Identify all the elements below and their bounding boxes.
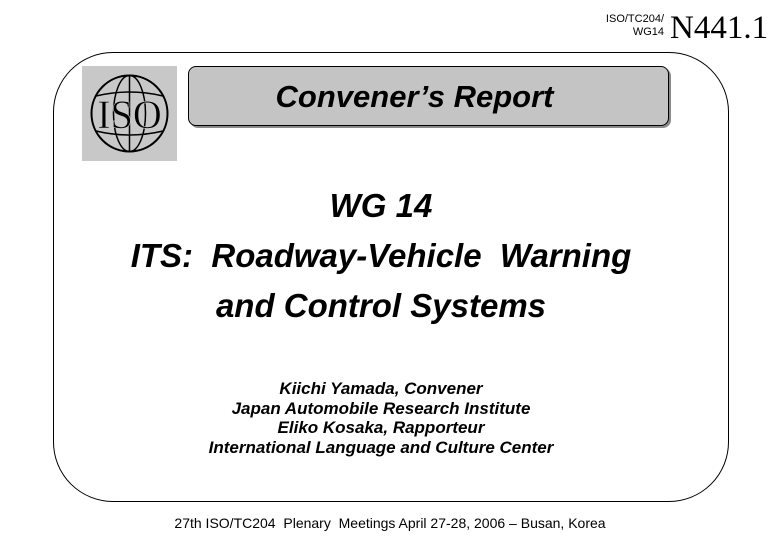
people-line4: International Language and Culture Center — [208, 437, 554, 457]
people-block — [60, 379, 702, 457]
iso-logo-text: ISO — [97, 92, 162, 137]
iso-logo — [82, 66, 177, 161]
people-line1: Kiichi Yamada, Convener — [279, 379, 483, 398]
doc-code-line2: WG14 — [632, 26, 664, 38]
doc-number: N441.1 — [670, 10, 769, 46]
heading-line1: WG 14 — [329, 187, 433, 224]
main-heading — [60, 181, 702, 331]
report-title: Convener’s Report — [275, 79, 554, 114]
doc-code-line1: ISO/TC204/ — [605, 13, 664, 25]
doc-code — [594, 13, 664, 39]
iso-globe-logo-icon — [82, 66, 177, 161]
heading-line3: and Control Systems — [215, 287, 547, 324]
people-line3: Eliko Kosaka, Rapporteur — [277, 418, 485, 437]
heading-line2: ITS: Roadway-Vehicle Warning — [130, 237, 632, 274]
people-line2: Japan Automobile Research Institute — [231, 398, 531, 418]
title-box — [188, 66, 669, 126]
footer-meeting-info: 27th ISO/TC204 Plenary Meetings April 27-28, 2006 – Busan, Korea — [174, 515, 606, 531]
